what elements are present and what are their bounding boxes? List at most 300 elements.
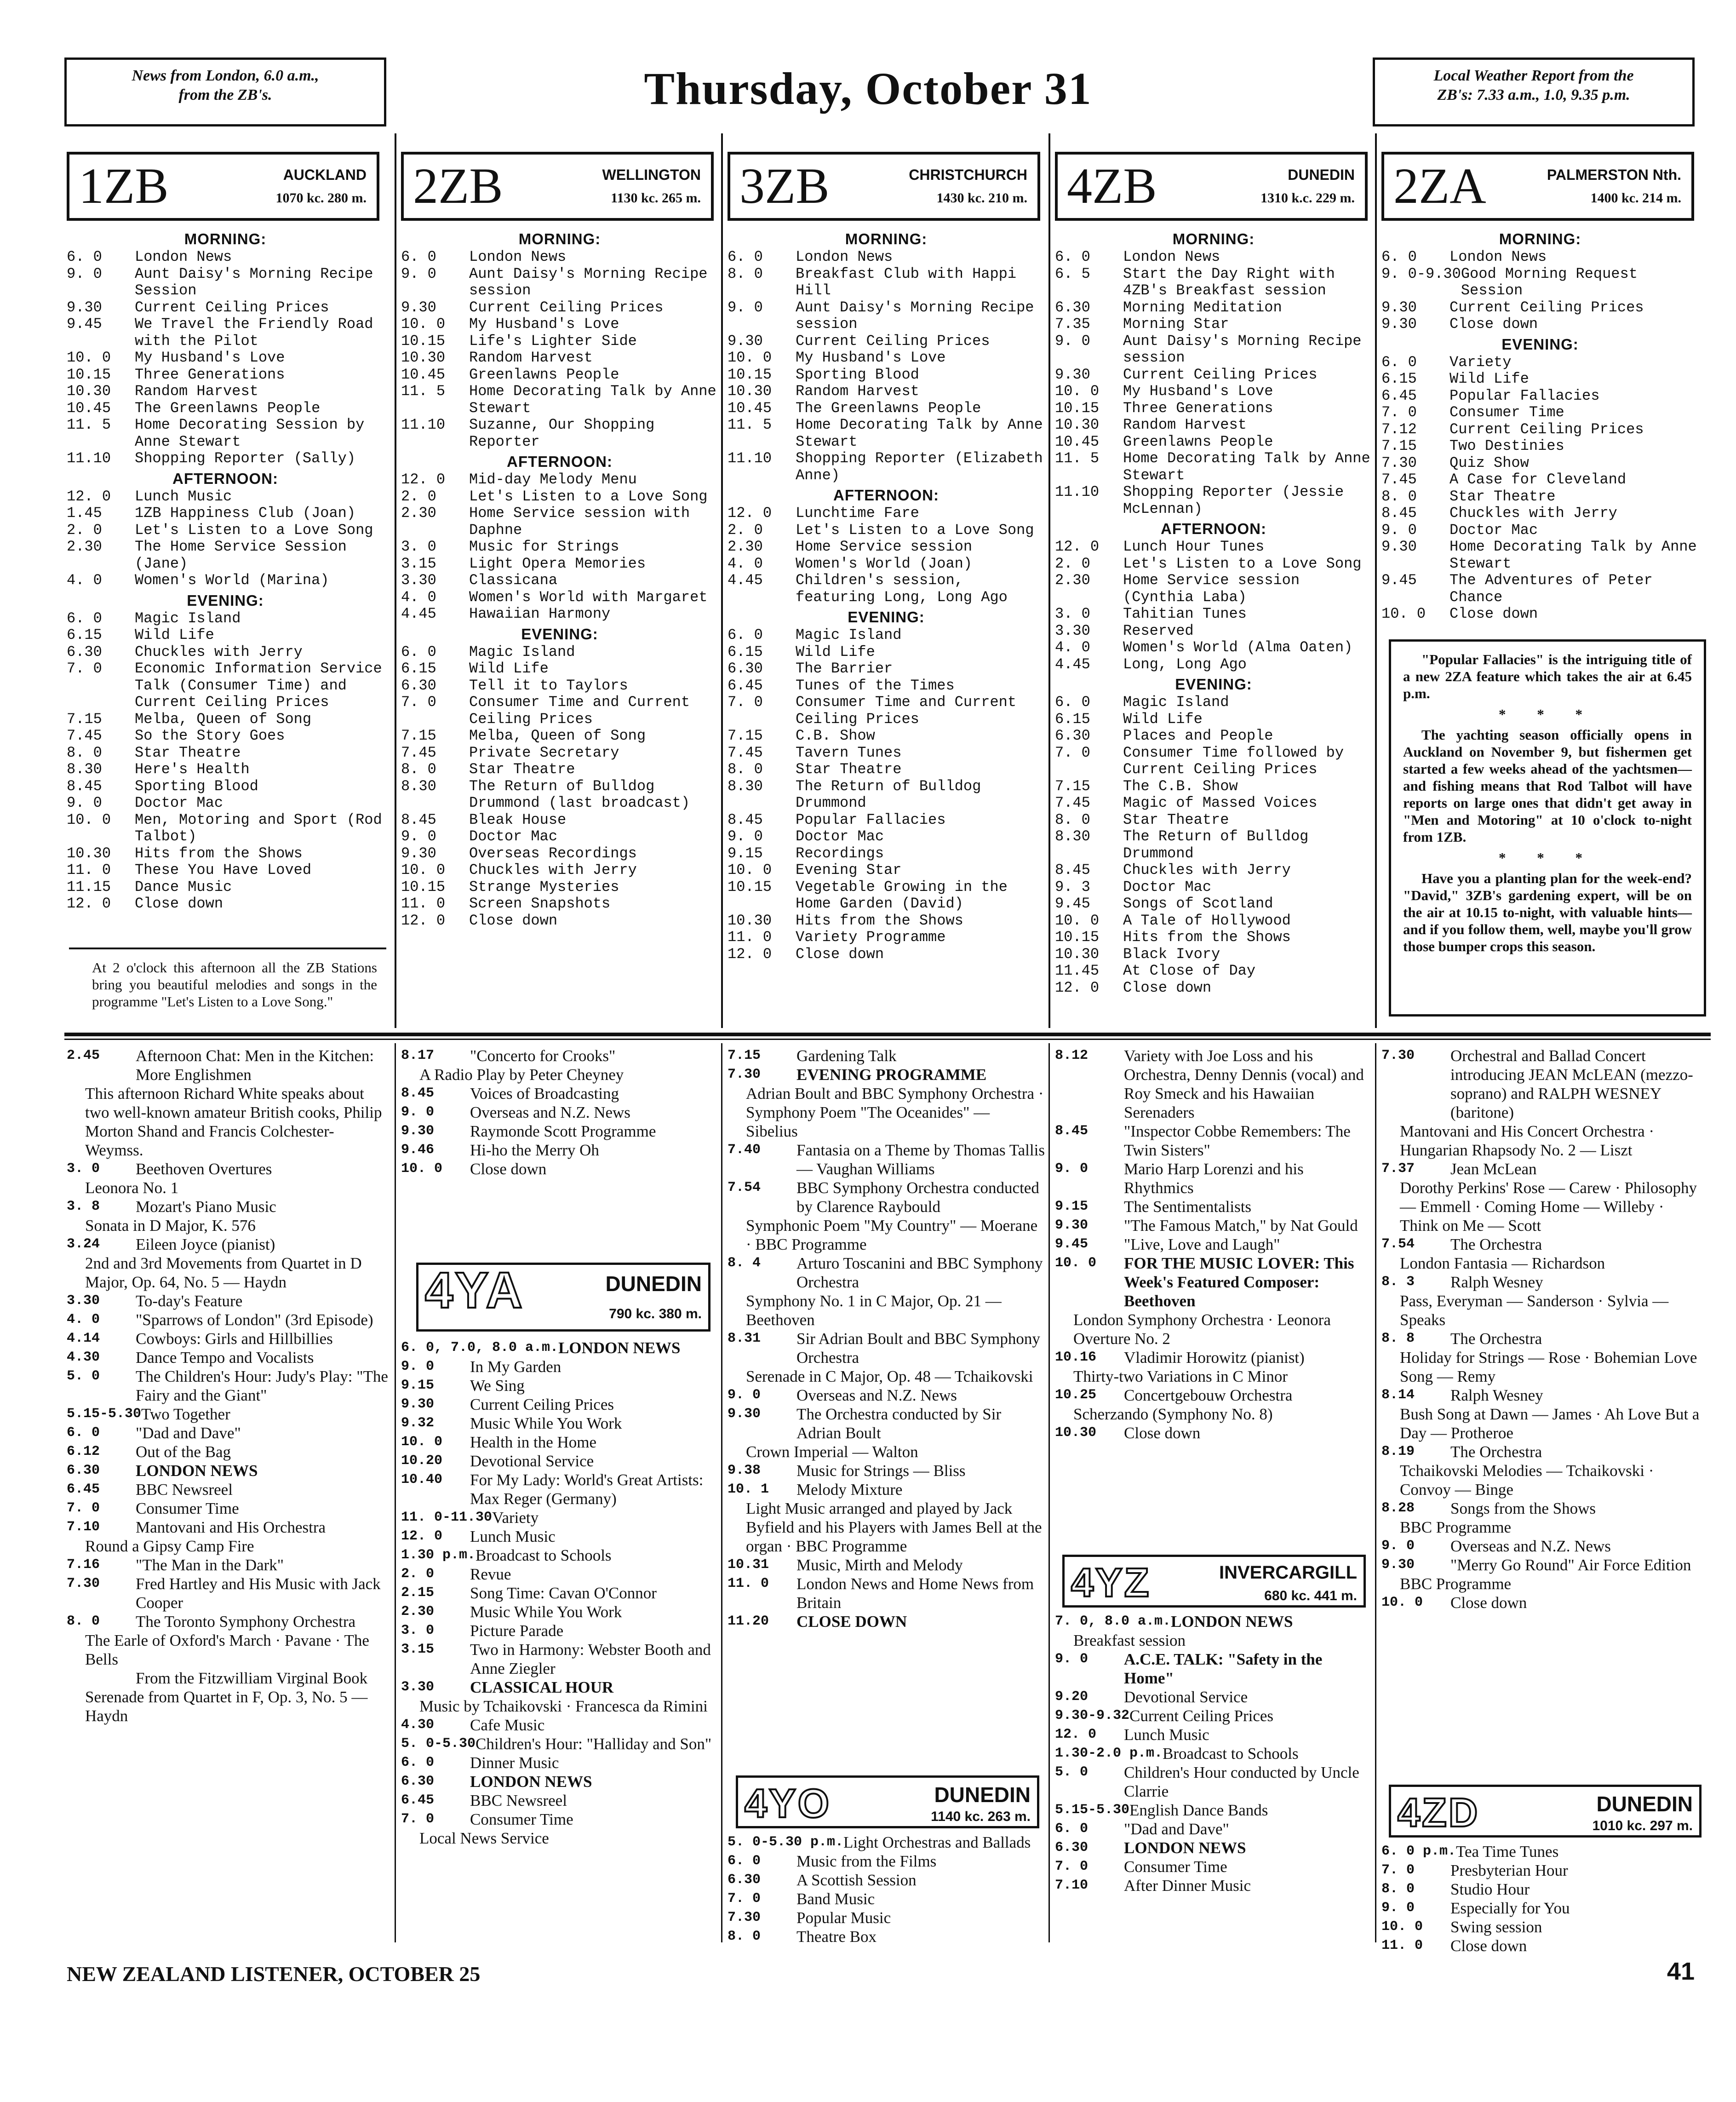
programme-row [1055, 778, 1372, 795]
section-heading: AFTERNOON: [833, 487, 939, 504]
section-heading: MORNING: [1172, 230, 1255, 247]
programme-row [401, 1376, 718, 1395]
logo-call: 4YZ [1071, 1560, 1151, 1605]
programme-row [1055, 1122, 1372, 1160]
programme-time: 6. 0 [1055, 694, 1090, 711]
programme-row [67, 539, 384, 572]
programme-row [1381, 249, 1699, 266]
programme-row [401, 488, 718, 505]
programme-detail: Leonora No. 1 [85, 1179, 179, 1197]
programme-row [1055, 946, 1372, 963]
programme-title: Swing session [1450, 1918, 1542, 1936]
programme-title: Cafe Music [470, 1716, 545, 1734]
programme-title: Mantovani and His Orchestra [136, 1518, 326, 1536]
programme-time: 9. 0 [401, 828, 436, 845]
programme-row [401, 828, 718, 845]
programme-title: Women's World (Alma Oaten) [1123, 639, 1353, 656]
programme-time: 6.30 [728, 1872, 761, 1888]
programme-row [1381, 606, 1699, 623]
programme-row [728, 745, 1045, 762]
programme-row [67, 450, 384, 467]
programme-time: 10.30 [401, 349, 446, 366]
programme-title: Close down [135, 895, 223, 912]
programme-row [401, 1602, 718, 1621]
programme-time: 6.15 [1055, 710, 1090, 728]
programme-row [1055, 1160, 1372, 1197]
programme-time: 7. 0 [401, 694, 436, 711]
programme-row [401, 644, 718, 661]
programme-title: Star Theatre [1450, 488, 1556, 505]
programme-title: Recordings [796, 844, 884, 862]
programme-row [401, 879, 718, 896]
programme-time: 8.45 [67, 777, 102, 795]
programme-detail: Light Music arranged and played by Jack Byfield and his Players with James Bell at the organ · BBC Programme [746, 1499, 1042, 1555]
station-frequency [276, 190, 367, 206]
programme-time: 8. 4 [728, 1255, 761, 1271]
programme-title: Women's World (Joan) [796, 555, 973, 572]
station-city: DUNEDIN [1288, 167, 1355, 183]
kc: 1400 kc. [1590, 190, 1639, 206]
programme-time: 11. 5 [728, 416, 772, 433]
programme-row [1055, 745, 1372, 778]
programme-time: 6.30 [1055, 1840, 1089, 1855]
programme-title: Overseas and N.Z. News [470, 1103, 630, 1121]
programme-time: 6.30 [401, 677, 436, 694]
programme-time: 4.30 [401, 1717, 435, 1733]
programme-title: "Dad and Dave" [136, 1424, 241, 1442]
programme-time: 7. 0 [728, 1891, 761, 1907]
programme-title: CLASSICAL HOUR [470, 1678, 614, 1696]
programme-time: 10.45 [401, 366, 446, 383]
programme-row [67, 350, 384, 367]
programme-title: Home Decorating Talk by Anne Stewart [469, 383, 716, 417]
programme-title: Music for Strings [469, 538, 619, 555]
programme-row [401, 1810, 718, 1829]
programme-time: 12. 0 [67, 488, 111, 505]
programme-title: Consumer Time followed by Current Ceiling Prices [1123, 744, 1344, 778]
programme-row [1381, 1235, 1703, 1254]
programme-time: 7.15 [67, 710, 102, 728]
programme-title: Songs of Scotland [1123, 895, 1273, 912]
programme-title: Children's Hour conducted by Uncle Clarrie [1124, 1763, 1359, 1800]
section-divider [64, 1033, 1711, 1036]
programme-row [67, 1669, 389, 1688]
programme-time: 10. 0 [401, 316, 446, 333]
programme-title: Screen Snapshots [469, 895, 611, 912]
station-call-sign: 4ZB [1067, 158, 1157, 214]
programme-time: 8. 0 [1381, 488, 1417, 505]
programme-title: London News [1123, 248, 1220, 265]
programme-row [1381, 1386, 1703, 1405]
programme-title: Long, Long Ago [1123, 655, 1247, 673]
programme-time: 7. 0 [1055, 744, 1090, 761]
programme-title: Aunt Daisy's Morning Recipe session [469, 265, 708, 299]
programme-row [1381, 1499, 1703, 1518]
stars-divider: * * * [1499, 850, 1596, 866]
programme-title: Home Decorating Talk by Anne Stewart [1123, 450, 1370, 484]
programme-time: 8.30 [1055, 828, 1090, 845]
programme-row [67, 627, 384, 644]
programme-time: 8. 0 [1055, 811, 1090, 828]
programme-row [1381, 1918, 1703, 1936]
programme-time: 6.45 [67, 1482, 100, 1497]
programme-time: 9.15 [1055, 1199, 1089, 1214]
programme-time: 7.30 [1381, 1048, 1415, 1063]
programme-row [401, 249, 718, 266]
programme-title: Places and People [1123, 727, 1273, 744]
programme-row [1381, 354, 1699, 371]
programme-title: Lunchtime Fare [796, 505, 919, 522]
programme-time: 6. 0 [1055, 1821, 1089, 1837]
programme-title: LONDON NEWS [558, 1339, 681, 1357]
station-city: AUCKLAND [283, 167, 367, 183]
programme-time: 9.30 [401, 299, 436, 316]
programme-time: 3. 8 [67, 1199, 100, 1214]
programme-time: 9.30 [401, 844, 436, 862]
station-schedule-2zb [401, 228, 718, 929]
programme-time: 5.15-5.30 [1055, 1802, 1130, 1818]
programme-time: 8.28 [1381, 1500, 1415, 1516]
programme-row [401, 367, 718, 384]
programme-time: 3. 0 [1055, 605, 1090, 622]
programme-row [401, 845, 718, 862]
programme-row [728, 1065, 1045, 1084]
programme-row [401, 383, 718, 417]
programme-title: Health in the Home [470, 1433, 597, 1451]
programme-row [728, 417, 1045, 450]
programme-title: Sporting Blood [796, 366, 919, 383]
programme-row [1055, 249, 1372, 266]
programme-title: Chuckles with Jerry [1123, 861, 1291, 879]
programme-row [1055, 1706, 1372, 1725]
programme-row [67, 745, 384, 762]
programme-row [67, 795, 384, 812]
programme-title: Reserved [1123, 622, 1194, 639]
programme-title: Overseas Recordings [469, 844, 637, 862]
programme-detail: Dorothy Perkins' Rose — Carew · Philosophy — Emmell · Coming Home — Willeby · Think on Me — Scott [1400, 1179, 1697, 1235]
programme-time: 11.45 [1055, 962, 1100, 979]
programme-time: 6.45 [728, 677, 763, 694]
programme-row [728, 728, 1045, 745]
programme-row [1055, 862, 1372, 879]
programme-time: 7. 0 [1381, 404, 1417, 421]
programme-row [67, 1499, 389, 1518]
programme-title: "The Man in the Dark" [136, 1556, 284, 1574]
programme-row [67, 1480, 389, 1499]
programme-row [1055, 299, 1372, 316]
programme-time: 7.16 [67, 1557, 100, 1573]
programme-row [67, 367, 384, 384]
logo-city: DUNEDIN [605, 1272, 702, 1296]
programme-row [1381, 505, 1699, 522]
programme-time: 10. 0 [401, 1434, 443, 1450]
programme-title: Chuckles with Jerry [1450, 505, 1617, 522]
programme-title: A.C.E. TALK: "Safety in the Home" [1124, 1650, 1323, 1687]
station-header-2zb [401, 152, 714, 221]
programme-title: Close down [469, 912, 558, 929]
programme-row [728, 1386, 1045, 1405]
programme-detail: London Symphony Orchestra · Leonora Overture No. 2 [1073, 1311, 1331, 1348]
programme-detail: Breakfast session [1073, 1631, 1186, 1649]
programme-time: 11.10 [401, 416, 446, 433]
programme-title: Especially for You [1450, 1899, 1570, 1917]
programme-title: Songs from the Shows [1450, 1499, 1596, 1517]
programme-row [401, 316, 718, 333]
kc: 1310 k.c. [1260, 190, 1312, 206]
programme-title: Mid-day Melody Menu [469, 471, 637, 488]
programme-title: Jean McLean [1450, 1160, 1537, 1178]
programme-time: 10.31 [728, 1557, 769, 1573]
programme-title: Chuckles with Jerry [469, 861, 637, 879]
lower-col-3a [728, 1046, 1045, 1631]
programme-row [67, 1348, 389, 1367]
programme-detail: Sonata in D Major, K. 576 [85, 1217, 256, 1235]
programme-title: Tavern Tunes [796, 744, 902, 761]
programme-title: The Orchestra [1450, 1330, 1542, 1348]
section-heading: EVENING: [848, 609, 925, 626]
programme-title: Aunt Daisy's Morning Recipe session [796, 299, 1034, 333]
programme-row [1055, 963, 1372, 980]
programme-title: Arturo Toscanini and BBC Symphony Orchestra [796, 1254, 1043, 1291]
programme-row [728, 556, 1045, 573]
programme-row [1055, 1386, 1372, 1405]
programme-row [1381, 522, 1699, 539]
programme-row [728, 572, 1045, 606]
programme-row [1055, 1197, 1372, 1216]
programme-row [401, 606, 718, 623]
section-heading: MORNING: [184, 230, 267, 247]
programme-row [401, 1716, 718, 1734]
programme-row [1381, 1842, 1703, 1861]
programme-time: 10. 0 [1381, 1919, 1423, 1935]
programme-time: 11. 5 [401, 383, 446, 400]
programme-time: 8.45 [1055, 861, 1090, 879]
programme-row [1055, 383, 1372, 400]
programme-row [67, 1518, 389, 1537]
programme-time: 8.45 [401, 1085, 435, 1101]
programme-title: Current Ceiling Prices [470, 1396, 614, 1413]
column-rule [721, 133, 723, 1028]
programme-time: 10.30 [728, 912, 772, 929]
programme-title: My Husband's Love [469, 316, 619, 333]
programme-row [1381, 1936, 1703, 1955]
programme-title: Children's Hour: "Halliday and Son" [476, 1735, 712, 1753]
programme-title: Doctor Mac [469, 828, 558, 845]
programme-time: 7. 0 [1055, 1859, 1089, 1874]
programme-time: 10. 0 [728, 861, 772, 879]
programme-row [1055, 266, 1372, 299]
metres: 280 m. [327, 190, 367, 206]
programme-title: London News and Home News from Britain [796, 1575, 1034, 1612]
section-heading: AFTERNOON: [172, 470, 278, 487]
programme-time: 9.38 [728, 1463, 761, 1478]
programme-time: 6.15 [67, 626, 102, 643]
stars-divider: * * * [1499, 706, 1596, 722]
programme-title: Ralph Wesney [1450, 1273, 1543, 1291]
station-schedule-1zb [67, 228, 384, 913]
programme-title: Cowboys: Girls and Hillbillies [136, 1330, 333, 1348]
programme-title: Popular Fallacies [796, 811, 946, 828]
programme-row [728, 1254, 1045, 1292]
programme-title: Classicana [469, 572, 558, 589]
programme-title: Music from the Films [796, 1852, 937, 1870]
logo-4yo [736, 1775, 1039, 1828]
programme-time: 10.45 [728, 399, 772, 417]
programme-title: "Sparrows of London" (3rd Episode) [136, 1311, 373, 1329]
programme-time: 12. 0 [1055, 1727, 1097, 1742]
programme-row [728, 778, 1045, 812]
programme-row [401, 678, 718, 695]
programme-row [1055, 484, 1372, 517]
programme-time: 9.30 [728, 1406, 761, 1422]
programme-time: 9. 0 [1055, 1651, 1089, 1667]
programme-time: 8.45 [728, 811, 763, 828]
programme-title: Magic of Massed Voices [1123, 794, 1318, 811]
programme-title: Three Generations [1123, 399, 1273, 417]
programme-title: Aunt Daisy's Morning Recipe session [1123, 332, 1362, 366]
programme-time: 6. 0 [401, 248, 436, 265]
programme-title: The Orchestra [1450, 1443, 1542, 1461]
programme-title: The Adventures of Peter Chance [1450, 572, 1653, 606]
programme-row [1381, 1046, 1703, 1122]
programme-time: 3.15 [401, 1642, 435, 1657]
programme-row [67, 505, 384, 522]
programme-row [401, 1678, 718, 1697]
programme-time: 5. 0-5.30 p.m. [728, 1834, 844, 1850]
programme-title: Wild Life [1123, 710, 1203, 728]
logo-city: DUNEDIN [1596, 1792, 1693, 1816]
programme-title: Tea Time Tunes [1456, 1843, 1559, 1861]
programme-row [1381, 1899, 1703, 1918]
programme-row [1381, 438, 1699, 455]
programme-title: Close down [1450, 605, 1538, 622]
programme-detail: Tchaikovski Melodies — Tchaikovski · Convoy — Binge [1400, 1462, 1654, 1499]
programme-time: 6.45 [401, 1792, 435, 1808]
programme-row [1381, 316, 1699, 333]
programme-time: 9. 0 [401, 1359, 435, 1374]
programme-time: 6. 0 [1381, 353, 1417, 371]
programme-time: 11. 5 [67, 416, 111, 433]
programme-time: 7.37 [1381, 1161, 1415, 1177]
programme-title: Private Secretary [469, 744, 619, 761]
programme-title: Sporting Blood [135, 777, 258, 795]
programme-time: 9. 0 [728, 299, 763, 316]
programme-title: Men, Motoring and Sport (Rod Talbot) [135, 811, 382, 845]
programme-row [1055, 828, 1372, 862]
programme-row [1055, 980, 1372, 997]
programme-time: 6.15 [1381, 370, 1417, 387]
programme-time: 10.15 [401, 332, 446, 350]
programme-time: 8.45 [1055, 1123, 1089, 1139]
programme-time: 8.30 [728, 777, 763, 795]
programme-time: 11.10 [67, 450, 111, 467]
programme-row [1055, 1254, 1372, 1310]
programme-row [401, 1565, 718, 1584]
programme-detail: BBC Programme [1400, 1575, 1512, 1593]
programme-time: 7.54 [728, 1180, 761, 1195]
programme-time: 9.45 [1055, 1236, 1089, 1252]
programme-row [401, 1584, 718, 1602]
programme-time: 7.45 [67, 727, 102, 744]
programme-row [401, 812, 718, 829]
programme-row [401, 350, 718, 367]
programme-detail: Scherzando (Symphony No. 8) [1073, 1405, 1273, 1423]
programme-row [1055, 434, 1372, 451]
programme-time: 5. 0 [1055, 1764, 1089, 1780]
programme-title: Consumer Time [136, 1499, 239, 1517]
programme-time: 9.30 [728, 332, 763, 350]
programme-time: 9.30 [1381, 316, 1417, 333]
programme-title: Variety with Joe Loss and his Orchestra, Denny Dennis (vocal) and Roy Smeck and his Hawaiian Serenaders [1124, 1047, 1364, 1121]
programme-row [1055, 1348, 1372, 1367]
programme-title: In My Garden [470, 1358, 561, 1376]
logo-4yz [1062, 1555, 1366, 1608]
programme-row [1381, 1329, 1703, 1348]
programme-row [401, 1141, 718, 1160]
programme-title: My Husband's Love [1123, 383, 1273, 400]
programme-time: 9. 0 [1055, 332, 1090, 350]
programme-title: Breakfast Club with Happi Hill [796, 265, 1017, 299]
programme-time: 8.31 [728, 1331, 761, 1346]
programme-title: Magic Island [1123, 694, 1229, 711]
programme-time: 7. 0 [1381, 1862, 1415, 1878]
programme-time: 5. 0-5.30 [401, 1736, 476, 1752]
programme-time: 10.40 [401, 1472, 443, 1487]
programme-title: Random Harvest [469, 349, 593, 366]
programme-title: Out of the Bag [136, 1443, 231, 1461]
column-rule [1048, 1043, 1050, 1942]
programme-title: Lunch Music [1124, 1726, 1209, 1744]
programme-detail: Symphonic Poem "My Country" — Moerane · BBC Programme [746, 1217, 1038, 1253]
programme-title: Good Morning Request Session [1461, 265, 1638, 299]
programme-row [401, 1103, 718, 1122]
programme-time: 11. 0-11.30 [401, 1510, 493, 1525]
programme-row [1055, 1424, 1372, 1442]
programme-row [401, 1433, 718, 1452]
programme-title: London News [1450, 248, 1547, 265]
programme-time: 8. 0 [728, 761, 763, 778]
programme-title: FOR THE MUSIC LOVER: This Week's Featured Composer: Beethoven [1124, 1254, 1354, 1310]
programme-row [1055, 795, 1372, 812]
programme-row [728, 350, 1045, 367]
programme-row [401, 896, 718, 913]
programme-row [1381, 421, 1699, 438]
programme-time: 6. 0 [728, 1853, 761, 1869]
programme-row [401, 761, 718, 778]
programme-time: 9.15 [728, 844, 763, 862]
programme-row [1055, 450, 1372, 484]
programme-time: 9. 0 [1381, 1900, 1415, 1916]
programme-row [401, 1508, 718, 1527]
programme-title: To-day's Feature [136, 1292, 243, 1310]
programme-row [67, 728, 384, 745]
programme-row [1055, 728, 1372, 745]
programme-title: The Sentimentalists [1124, 1198, 1252, 1216]
programme-title: Home Service session with Daphne [469, 505, 690, 539]
programme-time: 11.10 [728, 450, 772, 467]
programme-row [401, 660, 718, 678]
programme-time: 6.30 [1055, 299, 1090, 316]
programme-time: 6. 0 [67, 609, 102, 627]
programme-title: The Greenlawns People [796, 399, 981, 417]
programme-title: Magic Island [469, 643, 575, 660]
programme-time: 7.30 [728, 1067, 761, 1082]
programme-row [728, 929, 1045, 946]
programme-time: 10.15 [67, 366, 111, 383]
programme-title: Women's World with Margaret [469, 588, 708, 606]
programme-title: My Husband's Love [135, 349, 285, 366]
kc: 1430 kc. [936, 190, 985, 206]
